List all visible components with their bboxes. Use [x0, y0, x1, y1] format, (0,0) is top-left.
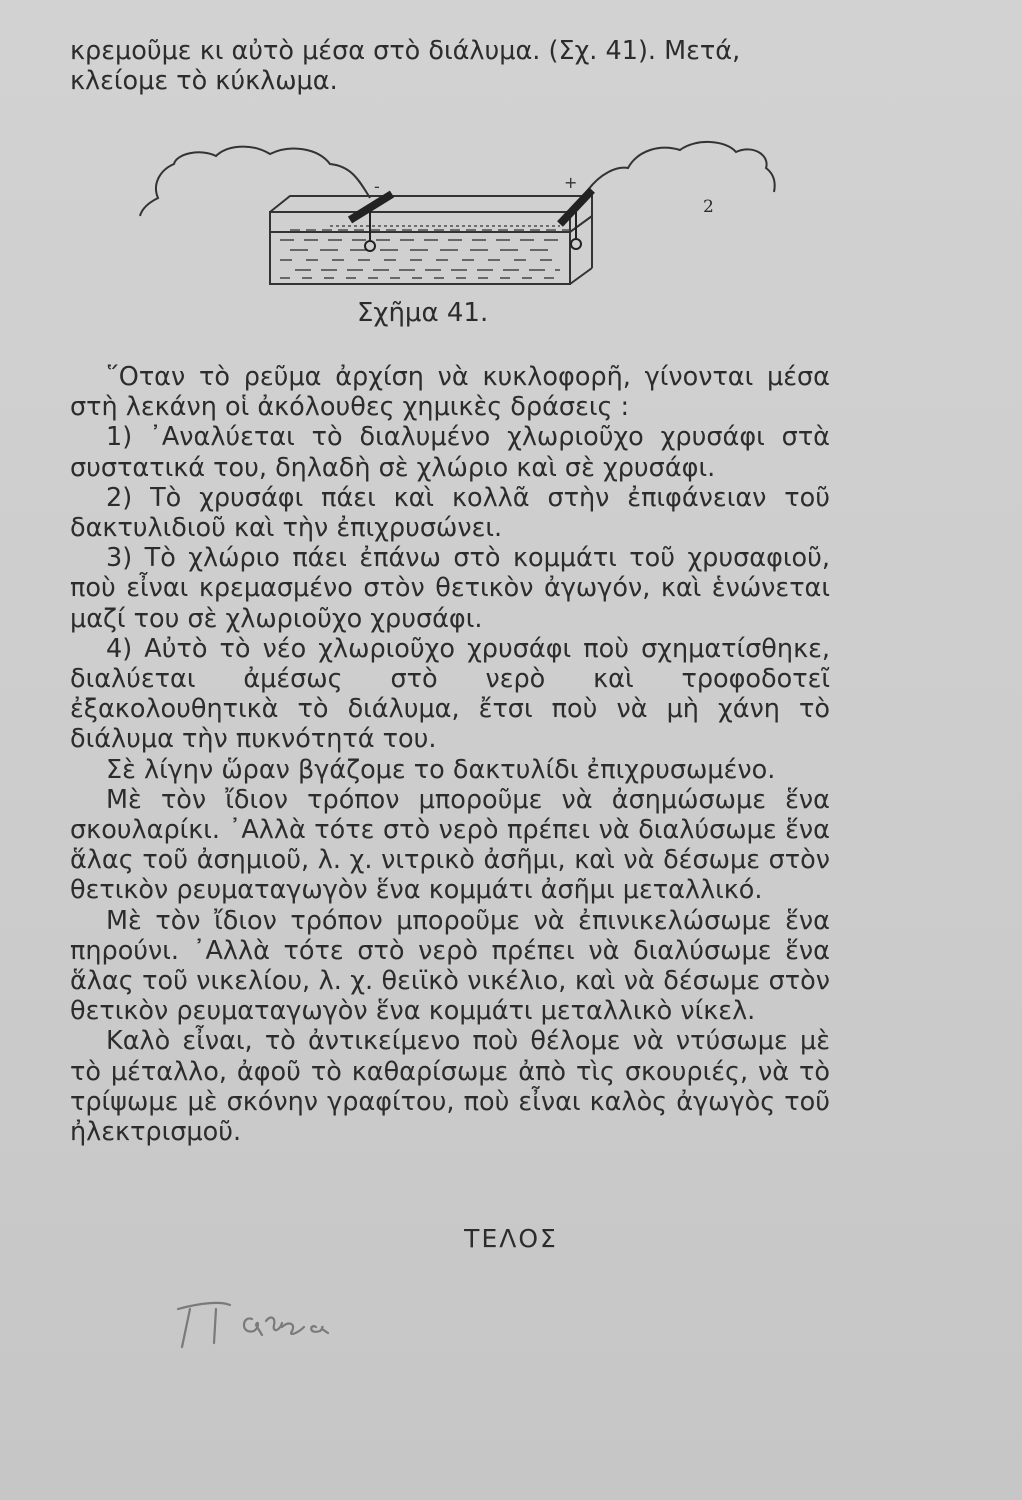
- negative-electrode: [350, 194, 392, 251]
- liquid-surface: [290, 226, 570, 230]
- minus-sign: -: [374, 177, 380, 196]
- paragraph-intro: ῞Οταν τὸ ρεῦμα ἀρχίση νὰ κυκλοφορῆ, γίνονται μέσα στὴ λεκάνη οἱ ἀκόλουθες χημικὲς δράσεις :: [70, 362, 830, 423]
- right-wire: [588, 142, 775, 192]
- figure-caption: Σχῆμα 41.: [357, 298, 489, 328]
- plus-sign: +: [564, 173, 578, 192]
- paragraph-7: Μὲ τὸν ἴδιον τρόπον μποροῦμε νὰ ἐπινικελώσωμε ἕνα πηρούνι. ᾿Αλλὰ τότε στὸ νερὸ πρέπει νὰ διαλύσωμε ἕνα ἅλας τοῦ νικελίου, λ. χ. θειϊκὸ νικέλιο, καὶ νὰ δέσωμε στὸν θετικὸν ρευματαγωγὸν ἕνα κομμάτι μεταλλικὸ νίκελ.: [70, 905, 830, 1027]
- end-title: ΤΕΛΟΣ: [464, 1224, 558, 1253]
- paragraph-3: 3) Τὸ χλώριο πάει ἐπάνω στὸ κομμάτι τοῦ χρυσαφιοῦ, ποὺ εἶναι κρεμασμένο στὸν θετικὸν ἀγωγόν, καὶ ἑνώνεται μαζί του σὲ χλωριοῦχο χρυσάφι.: [70, 543, 830, 634]
- handwritten-note: [170, 1285, 410, 1355]
- paragraph-8: Καλὸ εἶναι, τὸ ἀντικείμενο ποὺ θέλομε νὰ ντύσωμε μὲ τὸ μέταλλο, ἀφοῦ τὸ καθαρίσωμε ἀπὸ τὶς σκουριές, νὰ τὸ τρίψωμε μὲ σκόνην γραφίτου, ποὺ εἶναι καλὸς ἀγωγὸς τοῦ ἠλεκτρισμοῦ.: [70, 1026, 830, 1148]
- paragraph-1: 1) ᾿Αναλύεται τὸ διαλυμένο χλωριοῦχο χρυσάφι στὰ συστατικά του, δηλαδὴ σὲ χλώριο καὶ σὲ χρυσάφι.: [70, 422, 830, 483]
- left-wire: [140, 147, 370, 216]
- liquid: [280, 240, 560, 278]
- paragraph-4: 4) Αὐτὸ τὸ νέο χλωριοῦχο χρυσάφι ποὺ σχηματίσθηκε, διαλύεται ἀμέσως στὸ νερὸ καὶ τροφοδοτεῖ ἐξακολουθητικὰ τὸ διάλυμα, ἔτσι ποὺ νὰ μὴ χάνη τὸ διάλυμα τὴν πυκνότητά του.: [70, 633, 830, 755]
- intro-line-2: κλείομε τὸ κύκλωμα.: [70, 66, 338, 97]
- figure-number-label: 2: [703, 197, 714, 217]
- paragraph-2: 2) Τὸ χρυσάφι πάει καὶ κολλᾶ στὴν ἐπιφάνειαν τοῦ δακτυλιδιοῦ καὶ τὴν ἐπιχρυσώνει.: [70, 482, 830, 544]
- intro-text: [70, 36, 830, 96]
- body-text: [70, 362, 830, 1147]
- paragraph-6: Μὲ τὸν ἴδιον τρόπον μποροῦμε νὰ ἀσημώσωμε ἕνα σκουλαρίκι. ᾿Αλλὰ τότε στὸ νερὸ πρέπει νὰ διαλύσωμε ἕνα ἅλας τοῦ ἀσημιοῦ, λ. χ. νιτρικὸ ἀσῆμι, καὶ νὰ δέσωμε στὸν θετικὸν ρευματαγωγὸν ἕνα κομμάτι ἀσῆμι μεταλλικό.: [70, 784, 830, 906]
- paragraph-5: Σὲ λίγην ὥραν βγάζομε το δακτυλίδι ἐπιχρυσωμένο.: [106, 754, 776, 785]
- intro-line-1: κρεμοῦμε κι αὐτὸ μέσα στὸ διάλυμα. (Σχ. 41). Μετά,: [70, 36, 741, 66]
